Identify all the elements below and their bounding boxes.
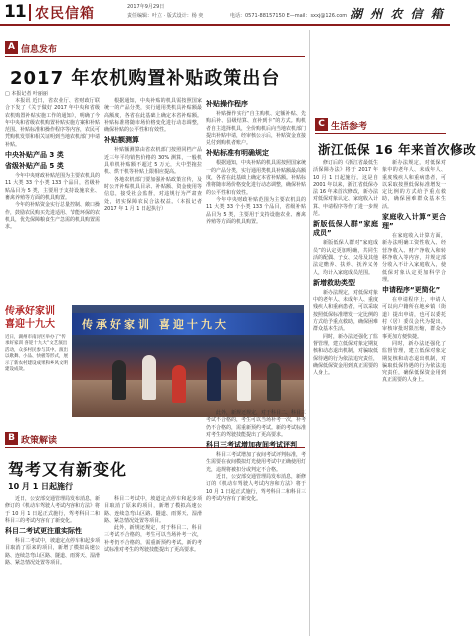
headline-driving-test: 驾考又有新变化 xyxy=(8,460,128,479)
article-paragraph: 科目二考试中，坡道定点停车和起步项目取消了原来的项目，新增了模拟高速公路、连续急弯山区路、隧道、雨雾天、湿滑路、紧急情况处置等项目。 xyxy=(104,496,202,524)
article-paragraph: 今年中央财政补贴范围为主要农机具的 11 大类 33 个小类 133 个品目，省级补贴品目为 5 类，主要用于支持设施农业、畜禽养殖等方面的机具购置。 xyxy=(206,196,306,225)
article-paragraph: 科目二考试中，坡道定点停车和起步项目取消了原来的项目，新增了模拟高速公路、连续急弯山区路、隧道、雨雾天、湿滑路、紧急情况处置等项目。 xyxy=(5,538,101,567)
article-paragraph: 此外，新规还规定，对于科目二、科目三考试不合格的，考生可以当场补考一次，补考仍不合格的，需重新预约考试。新的考试标准对考生的驾驶技能提出了更高要求。 xyxy=(104,525,202,554)
headline-subtitle: 10 月 1 日起施行 xyxy=(8,482,74,491)
article-paragraph: 今年中央财政补贴范围为主要农机具的 11 大类 33 个小类 133 个品目，省级补贴品目为 5 类，主要用于支持设施农业、畜禽养殖等方面的机具购置。 xyxy=(5,173,101,201)
section-name: 农民信箱 xyxy=(35,6,95,22)
performer-figure xyxy=(267,363,281,401)
editor-credits: 责任编辑：叶立 · 版式设计：杨 奕 xyxy=(127,13,204,19)
article-paragraph: 同时，新办法还强化了监督管理，建立低保对象定期复核和动态退出机制，对骗取低保待遇的行为依法追究责任，确保低保资金用到真正需要的人身上。 xyxy=(313,333,379,377)
performer-figure xyxy=(237,361,251,401)
article-paragraph: 修订后的《浙江省最低生活保障办法》将于 2017 年 10 月 1 日起施行。这是自 2001 年以来，浙江省低保办法 16 年来首次修改，新办法对低保对象认定、家庭收入计算、申请程序等作了进一步规范。 xyxy=(313,160,379,218)
header-divider xyxy=(29,4,31,21)
article-column xyxy=(313,160,378,636)
section-badge-b: B xyxy=(5,432,18,445)
subheading: 申请程序“更简化” xyxy=(382,286,441,295)
article-column xyxy=(5,496,100,636)
article-paragraph: 在申请程序上，申请人可以向户籍所在地乡镇（街道）提出申请，也可以委托村（居）委员会代为提出，审核审批时限压缩，群众办事更加方便快捷。 xyxy=(382,297,446,340)
performer-figure xyxy=(207,357,221,401)
article-paragraph: 此外，新规还规定，对于科目二、科目三考试不合格的，考生可以当场补考一次，补考仍不合格的，需重新预约考试。新的考试标准对考生的驾驶技能提出了更高要求。 xyxy=(206,410,307,438)
article-column xyxy=(382,160,446,636)
section-label-b: 政策解读 xyxy=(21,436,58,446)
article-paragraph: 补贴操作实行“自主购机、定额补贴、先购后补、县级结算、直补到卡”的方式。购机者自主选择机具，全价购机后向当地农机部门提出补贴申请，经审核公示后，补贴资金直接兑付到购机者账户。 xyxy=(206,111,307,147)
subheading: 补贴操作程序 xyxy=(206,100,248,108)
article-paragraph: 同时，新办法还强化了监督管理，建立低保对象定期复核和动态退出机制，对骗取低保待遇的行为依法追究责任，确保低保资金用到真正需要的人身上。 xyxy=(382,340,446,384)
article-column xyxy=(5,98,100,303)
performer-figure xyxy=(172,365,186,403)
article-paragraph: 今年的补贴资金实行总量控制、敞口操作，鼓励农民购买先进适用、节能环保的农机具，优先保障粮食生产急需的机具购置需求。 xyxy=(5,202,101,231)
article-column xyxy=(104,496,202,636)
subheading: 补贴标准有明确规定 xyxy=(206,149,269,158)
article-column xyxy=(206,98,306,310)
section-rule-c xyxy=(315,133,446,134)
article-paragraph: 近日，公安部交通管理局发布消息，新修订的《机动车驾驶人考试内容和方法》将于 10 月 1 日起正式施行，驾考科目二和科目三的考试内容有了新变化。 xyxy=(5,496,101,524)
article-paragraph: 科目三考试增加了夜间考试评判标准，考生需要在夜间模拟灯光使用考试中正确使用灯光，违规将被扣分或判定不合格。 xyxy=(206,452,307,473)
contact-info: 电话：0571-88157150 E—mail：sxxj@126.com xyxy=(230,13,348,19)
byline: □ 本报记者 叶丽丽 xyxy=(5,91,48,97)
inset-title-line: 喜迎十九大 xyxy=(5,319,55,330)
subheading: 省级补贴产品 5 类 xyxy=(5,162,64,171)
article-paragraph: 根据通知，中央补贴的机具需按照国家统一的产品分类，实行通用类机具补贴额最高额度，各省在此基础上确定本省补贴额。补贴标准将随市场价格变化进行动态调整，确保补贴的公平性和有效性。 xyxy=(104,98,202,134)
article-column xyxy=(104,98,202,310)
article-paragraph: 新版低保人群对“家庭成员”的认定更加明确，共同生活的配偶、子女、父母及其他法定赡养、扶养、抚养义务人，均计入家庭成员范围。 xyxy=(313,240,379,276)
event-photo xyxy=(72,305,304,417)
subheading: 科目二考试更注重实际性 xyxy=(5,527,82,536)
article-paragraph: 各地农机部门要加强补贴政策宣传，及时公开补贴机具目录、补贴额、资金使用等信息，接受社会监督，对违规行为严肃查处，切实保障农民合法权益。（本报记者 2017 年 1 月 1 日起执行） xyxy=(104,176,202,212)
column-divider xyxy=(309,30,310,636)
performer-figure xyxy=(112,360,126,400)
section-label-c: 生活参考 xyxy=(331,122,368,132)
subheading: 家庭收入计算“更合理” xyxy=(382,213,446,231)
article-paragraph: 新办法规定，对低保对象中的老年人、未成年人、重度残疾人和重病患者，可以采取按照低保标准增发一定比例的方式给予重点救助，确保困难群众基本生活。 xyxy=(382,160,446,210)
article-paragraph: 根据通知，中央补贴的机具需按照国家统一的产品分类，实行通用类机具补贴额最高额度，各省在此基础上确定本省补贴额。补贴标准将随市场价格变化进行动态调整，确保补贴的公平性和有效性。 xyxy=(206,160,307,196)
article-paragraph: 补贴额测算由省农机部门按照同档产品近三年平均销售价格的 30% 测算，一般机具单机补贴额不超过 5 万元，大中型拖拉机、烘干机等补贴上限相应提高。 xyxy=(104,147,202,176)
subheading: 中央补贴产品 3 类 xyxy=(5,151,64,160)
page-number: 11 xyxy=(4,2,26,22)
section-badge-a: A xyxy=(5,41,18,54)
subheading: 新版低保人群“家庭成员” xyxy=(313,220,378,238)
issue-date: 2017年9月29日 xyxy=(127,4,165,10)
masthead-logo: 湖 州 农 信 箱 xyxy=(350,7,445,21)
article-paragraph: 新办法规定，对低保对象中的老年人、未成年人、重度残疾人和重病患者，可以采取按照低保标准增发一定比例的方式给予重点救助，确保困难群众基本生活。 xyxy=(313,289,379,333)
headline-low-income-insurance: 浙江低保 16 年来首次修改 xyxy=(318,142,476,157)
article-paragraph: 在家庭收入计算方面，新办法明确工资性收入、经营净收入、财产净收入和转移净收入等内容，并规定部分收入不计入家庭收入，使低保对象认定更加科学合理。 xyxy=(382,233,446,283)
subheading: 补贴额测算 xyxy=(104,136,139,145)
subheading: 科目三考试增加夜间考试评判 xyxy=(206,441,297,450)
inset-caption: 近日，湖州市南浔区举办了“传承好家训 喜迎十九大”文艺演出活动，众多村民参与其中。演出以歌舞、小品、快板等形式，展示了新农村建设成果和乡风文明建设成效。 xyxy=(5,335,68,373)
headline-subsidy-policy: 2017 年农机购置补贴政策出台 xyxy=(10,68,281,89)
section-label-a: 信息发布 xyxy=(21,45,58,55)
section-badge-c: C xyxy=(315,118,328,131)
article-column xyxy=(206,410,306,636)
article-paragraph: 近日，公安部交通管理局发布消息，新修订的《机动车驾驶人考试内容和方法》将于 10 月 1 日起正式施行，驾考科目二和科目三的考试内容有了新变化。 xyxy=(206,474,307,502)
stage-banner-text: 传承好家训 喜迎十九大 xyxy=(82,318,229,331)
subheading: 新增救助类型 xyxy=(313,278,355,287)
page-header xyxy=(0,0,450,26)
section-rule-a xyxy=(5,56,305,57)
performer-figure xyxy=(142,355,156,400)
stage-banner xyxy=(72,313,304,335)
inset-title-line: 传承好家训 xyxy=(5,306,55,317)
article-paragraph: 本报讯 近日，省农业厅、省财政厅联合下发了《关于做好 2017 年中央和省级农机购置补贴实施工作的通知》，明确了今年中央和省级农机购置补贴实施方案和补贴范围、补贴标准和操作程序等内容，农民可凭购机发票和相关证明到当地农机部门申请补贴。 xyxy=(5,98,101,148)
